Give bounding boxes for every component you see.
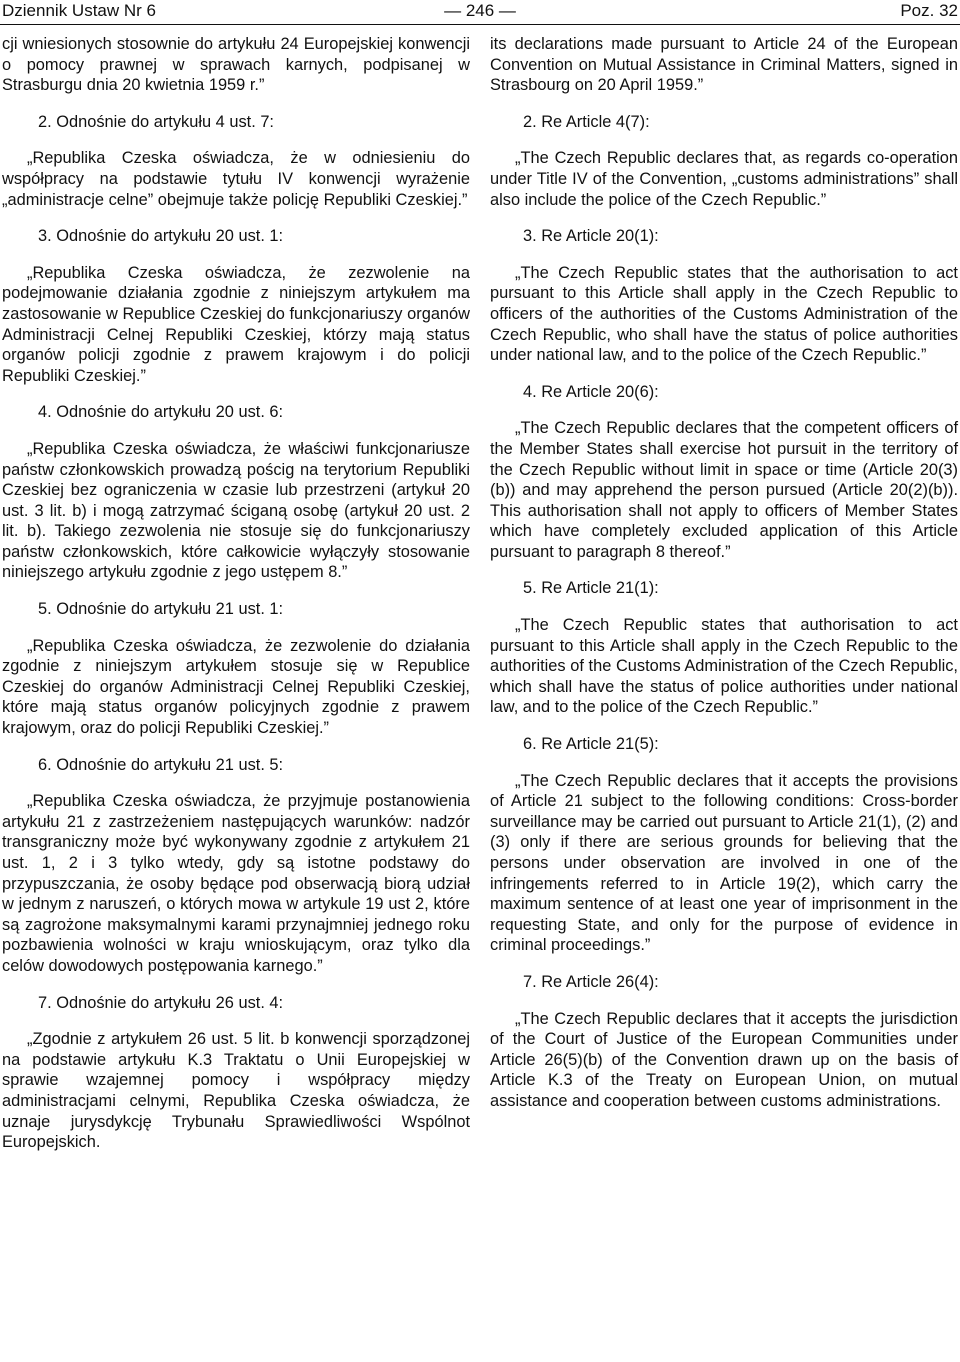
section-text: „The Czech Republic states that authorisation to act pursuant to this Article shall apply in the Czech Republic to the authorities of the Customs Administration of the Czech Republic, which shall have the status of police authorities under national law, and to the police of the Czech Republic.” — [490, 616, 958, 717]
section-heading: 6. Odnośnie do artykułu 21 ust. 5: — [38, 755, 284, 774]
intro-paragraph: its declarations made pursuant to Article 24 of the European Convention on Mutual Assistance in Criminal Matters, signed in Strasbourg on 20 April 1959.” — [490, 35, 958, 95]
section-text: „Republika Czeska oświadcza, że w odniesieniu do współpracy na podstawie tytułu IV konwencji wyrażenie „administracje celne” obejmuje także policję Republiki Czeskiej.” — [2, 149, 470, 209]
section-heading: 2. Re Article 4(7): — [523, 112, 650, 131]
section-text: „The Czech Republic declares that the competent officers of the Member States shall exercise hot pursuit in the territory of the Czech Republic without limit in space or time (Article 20(3)(b)) and may apprehend the person pursued (Article 20(2)(b)). This authorisation shall not apply to officers of Member States which have completely excluded application of this Article pursuant to paragraph 8 thereof.” — [490, 419, 958, 561]
section-heading: 4. Odnośnie do artykułu 20 ust. 6: — [38, 403, 284, 422]
section-heading: 3. Odnośnie do artykułu 20 ust. 1: — [38, 227, 284, 246]
section-heading: 7. Re Article 26(4): — [523, 972, 659, 991]
section-text: „The Czech Republic declares that it accepts the jurisdiction of the Court of Justice of the European Communities under Article 26(5)(b) of the Convention drawn up on the basis of Article K.3 of the Treaty on European Union, on mutual assistance and cooperation between customs administrations. — [490, 1009, 958, 1110]
english-column — [490, 34, 958, 1128]
section-text: „The Czech Republic declares that it accepts the provisions of Article 21 subject to the following conditions: Cross-border surveillance may be carried out pursuant to Article 21(1), (2) and (3) only if there are serious grounds for believing that the persons under observation are involved in one of the infringements referred to in Article 19(2), which carry the maximum sentence of at least one year of imprisonment in the requesting State, and only for the purpose of evidence in criminal proceedings.” — [490, 771, 958, 955]
section-text: „The Czech Republic states that the authorisation to act pursuant to this Article shall apply in the Czech Republic to officers of the authorities of the Customs Administration of the Czech Republic, who shall have the status of police authorities under national law, and to the police of the Czech Republic.” — [490, 263, 958, 365]
journal-title: Dziennik Ustaw Nr 6 — [2, 1, 156, 20]
section-text: „Zgodnie z artykułem 26 ust. 5 lit. b konwencji sporządzonej na podstawie artykułu K.3 Traktatu o Unii Europejskiej w sprawie wzajemnej pomocy i współpracy między administracjami celnymi, Republika Czeska oświadcza, że uznaje jurysdykcję Trybunału Sprawiedliwości Wspólnot Europejskich. — [2, 1030, 470, 1152]
position-number: Poz. 32 — [900, 1, 958, 20]
page-number: — 246 — — [444, 1, 516, 20]
section-heading: 5. Odnośnie do artykułu 21 ust. 1: — [38, 600, 284, 619]
intro-paragraph: cji wniesionych stosownie do artykułu 24 Europejskiej konwencji o pomocy prawnej w sprawach karnych, podpisanej w Strasburgu dnia 20 kwietnia 1959 r.” — [2, 35, 470, 95]
polish-column — [2, 34, 470, 1169]
section-text: „Republika Czeska oświadcza, że zezwolenie na podejmowanie działania zgodnie z niniejszym artykułem ma zastosowanie w Republice Czeskiej do funkcjonariuszy organów Administracji Celnej Republiki Czeskiej, którzy mają status organów policji zgodnie z prawem krajowym i do policji Republiki Czeskiej.” — [2, 263, 470, 385]
page-header — [0, 0, 960, 25]
section-text: „Republika Czeska oświadcza, że przyjmuje postanowienia artykułu 21 z zastrzeżeniem następujących warunków: nadzór transgraniczny może być wykonywany zgodnie z artykułem 21 ust. 1, 2 i 3 tylko wtedy, gdy są istotne podstawy do przypuszczania, że osoby będące pod obserwacją biorą udział w jednym z naruszeń, o których mowa w artykule 19 ust 2, które są zagrożone maksymalnymi karami przynajmniej jednego roku pozbawienia wolności w kraju wnioskującym, oraz tylko dla celów dowodowych postępowania karnego.” — [2, 792, 470, 975]
section-heading: 2. Odnośnie do artykułu 4 ust. 7: — [38, 112, 274, 131]
section-text: „The Czech Republic declares that, as regards co-operation under Title IV of the Convention, „customs administrations” shall also include the police of the Czech Republic.” — [490, 149, 958, 209]
section-heading: 7. Odnośnie do artykułu 26 ust. 4: — [38, 993, 284, 1012]
section-text: „Republika Czeska oświadcza, że zezwolenie do działania zgodnie z niniejszym artykułem stosuje się w Republice Czeskiej do organów Administracji Celnej Republiki Czeskiej, które mają status organów policyjnych zgodnie z prawem krajowym, oraz do policji Republiki Czeskiej.” — [2, 636, 470, 738]
section-heading: 4. Re Article 20(6): — [523, 382, 659, 401]
section-heading: 3. Re Article 20(1): — [523, 227, 659, 246]
section-heading: 5. Re Article 21(1): — [523, 579, 659, 598]
section-heading: 6. Re Article 21(5): — [523, 735, 659, 754]
section-text: „Republika Czeska oświadcza, że właściwi funkcjonariusze państw członkowskich prowadzą pościg na terytorium Republiki Czeskiej bez ograniczenia w czasie lub przestrzeni (artykuł 20 ust. 3 lit. b) i mogą zatrzymać ściganą osobę (artykuł 20 ust. 2 lit. b). Takiego zezwolenia nie stosuje się do funkcjonariuszy państw członkowskich, które całkowicie wyłączyły stosowanie niniejszego artykułu zgodnie z jego ustępem 8.” — [2, 439, 470, 582]
